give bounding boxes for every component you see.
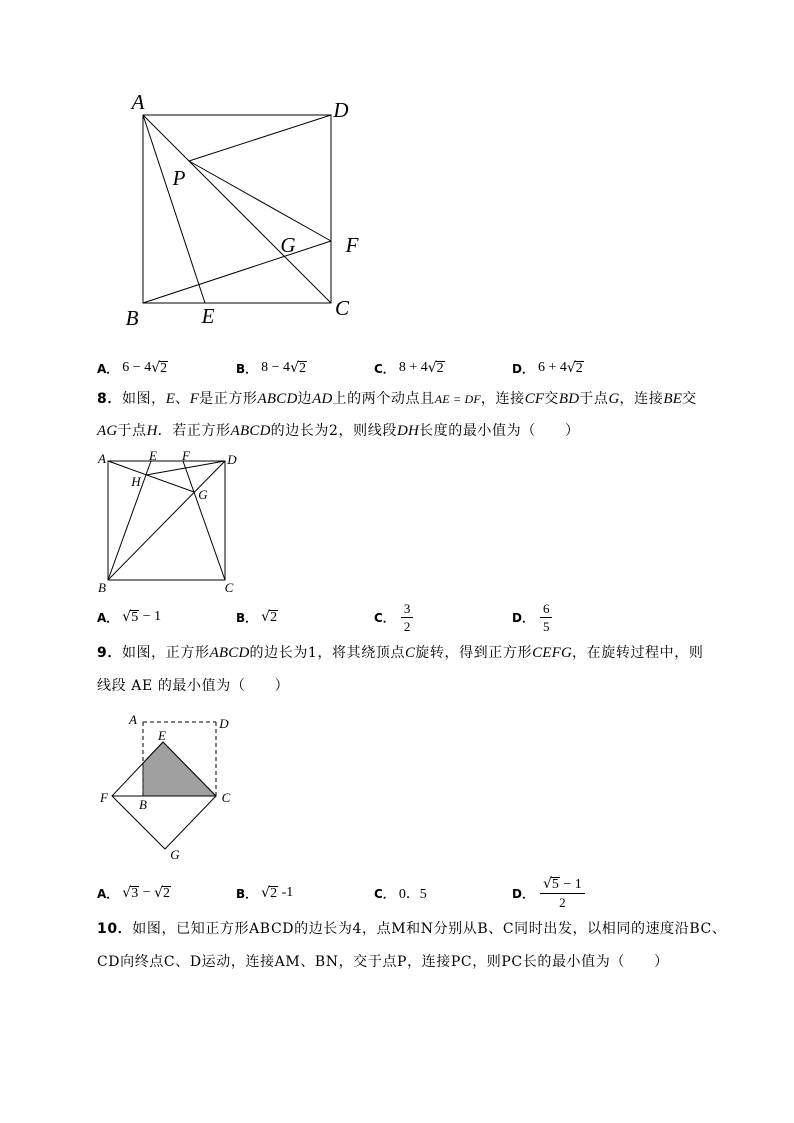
math-equation: AE = DF [434, 392, 481, 406]
option-label: B． [236, 610, 258, 625]
square-root [151, 360, 168, 376]
option-label: A． [97, 361, 119, 376]
math-variable: CEFG [532, 645, 573, 661]
question-text: ，在旋转过程中，则 [572, 645, 704, 661]
label-F: F [345, 233, 359, 257]
option-c [374, 348, 445, 388]
label-C: C [334, 296, 350, 320]
label-C: C [221, 790, 231, 805]
radical-sign-icon: √ [427, 360, 437, 376]
q10-line-2 [97, 952, 669, 972]
segment-PF [189, 161, 331, 241]
math-variable: ABCD [230, 423, 271, 439]
option-c [374, 597, 413, 637]
denominator: 2 [559, 895, 566, 910]
segment-PD [189, 115, 331, 161]
q9-line-1 [97, 643, 703, 663]
option-expression: − 1 [139, 609, 162, 624]
question-text: 交 [544, 391, 559, 407]
square-root [122, 885, 139, 901]
fraction [401, 601, 414, 634]
square-root [122, 609, 139, 625]
radicand: 2 [436, 361, 444, 376]
figure-q7 [110, 85, 370, 335]
figure-q9 [95, 710, 240, 865]
math-variable: DH [396, 423, 420, 439]
q9-options [0, 873, 794, 913]
label-A: A [98, 451, 106, 466]
label-H: H [131, 474, 141, 489]
radical-sign-icon: √ [261, 609, 271, 625]
numerator-expression: − 1 [559, 877, 582, 892]
question-text: ，连接 [480, 391, 525, 407]
option-expression: -1 [278, 885, 294, 900]
math-variable: C [405, 645, 416, 661]
segment-AG [108, 461, 194, 492]
question-text: ，连接 [619, 391, 664, 407]
label-G: G [170, 847, 180, 862]
option-expression: 6 + 4 [537, 360, 567, 375]
question-text: 线段 AE 的最小值为（ ） [97, 678, 290, 694]
math-variable: H [146, 423, 158, 439]
radicand: 2 [160, 361, 168, 376]
math-variable: BE [663, 391, 683, 407]
q9-line-2 [97, 676, 289, 696]
segment-CF [183, 461, 225, 580]
radical-sign-icon: √ [290, 360, 299, 376]
denominator: 5 [542, 618, 550, 634]
option-label: B． [236, 886, 258, 901]
question-text: 如图，正方形 [121, 645, 210, 661]
square-root [154, 885, 171, 901]
option-b [236, 597, 278, 637]
radical-sign-icon: √ [122, 885, 132, 901]
question-number: 9． [97, 645, 122, 661]
option-d [512, 597, 552, 637]
question-text: CD向终点C、D运动，连接AM、BN，交于点P，连接PC，则PC长的最小值为（ ） [97, 954, 669, 970]
option-expression: 6 − 4 [122, 360, 152, 375]
label-F: F [100, 790, 108, 805]
square-root [261, 609, 278, 625]
radicand: 5 [131, 610, 139, 625]
question-number: 8． [97, 391, 122, 407]
radical-sign-icon: √ [154, 885, 164, 901]
math-variable: ABCD [257, 391, 298, 407]
option-label: A． [97, 886, 119, 901]
option-label: D． [512, 361, 534, 376]
numerator: 6 [540, 601, 553, 618]
question-text: 的边长为2，则线段 [270, 423, 397, 439]
fraction [540, 601, 553, 634]
option-c [374, 873, 427, 913]
segment-BD [108, 461, 225, 580]
denominator: 2 [403, 618, 411, 634]
label-E: E [201, 304, 215, 328]
option-expression: − [139, 885, 155, 900]
q8-options [0, 597, 794, 637]
radical-sign-icon: √ [151, 360, 161, 376]
numerator: 3 [401, 601, 414, 618]
label-G: G [280, 233, 296, 257]
question-text: 边 [297, 391, 313, 407]
figure-q8 [95, 445, 245, 597]
numerator [540, 876, 585, 894]
radicand: 2 [270, 610, 278, 625]
math-variable: ABCD [209, 645, 250, 661]
q8-line-1 [97, 389, 697, 409]
label-D: D [219, 716, 229, 731]
question-text: 旋转，得到正方形 [415, 645, 533, 661]
label-D: D [333, 98, 349, 122]
label-A: A [131, 90, 145, 114]
square-root [290, 360, 307, 376]
q10-line-1 [97, 919, 726, 939]
q8-line-2 [97, 421, 580, 441]
option-expression: 8 − 4 [261, 360, 291, 375]
math-variable: E [165, 391, 176, 407]
math-variable: AD [312, 391, 333, 407]
label-B: B [139, 797, 147, 812]
segment-BE [108, 461, 151, 580]
option-label: B． [236, 361, 258, 376]
segment-AC [143, 115, 331, 303]
label-E: E [158, 728, 166, 743]
radicand: 2 [575, 361, 583, 376]
option-label: C． [374, 610, 395, 625]
math-variable: F [189, 391, 200, 407]
label-C: C [224, 580, 234, 595]
label-A: A [129, 712, 137, 727]
question-text: 长度的最小值为（ ） [419, 423, 580, 439]
label-E: E [149, 448, 157, 463]
math-variable: AG [97, 423, 118, 439]
radical-sign-icon: √ [261, 885, 271, 901]
question-text: 上的两个动点且 [332, 391, 435, 407]
option-b [236, 873, 293, 913]
option-label: A． [97, 610, 119, 625]
segment-AE [143, 115, 205, 303]
label-F: F [182, 448, 190, 463]
option-expression: 0．5 [398, 887, 427, 902]
question-text: 交 [682, 391, 697, 407]
radicand: 3 [131, 886, 139, 901]
square-root [567, 360, 584, 376]
radical-sign-icon: √ [122, 609, 132, 625]
label-B: B [98, 580, 106, 595]
radical-sign-icon: √ [566, 360, 576, 376]
option-a [97, 348, 168, 388]
radicand: 2 [298, 361, 306, 376]
q7-options [0, 348, 794, 388]
radicand: 2 [270, 886, 278, 901]
question-text: 于点 [117, 423, 147, 439]
question-text: 、 [175, 391, 190, 407]
square-root [428, 360, 445, 376]
option-label: C． [374, 886, 395, 901]
square-root [543, 876, 560, 892]
label-G: G [198, 487, 208, 502]
math-variable: BD [558, 391, 580, 407]
math-variable: G [608, 391, 620, 407]
option-d [512, 348, 584, 388]
option-a [97, 873, 171, 913]
question-text: 的边长为1，将其绕顶点 [249, 645, 406, 661]
option-label: D． [512, 610, 534, 625]
option-expression: 8 + 4 [398, 360, 428, 375]
radical-sign-icon: √ [542, 876, 552, 892]
option-a [97, 597, 161, 637]
shaded-region [143, 742, 216, 796]
question-text: 于点 [579, 391, 609, 407]
segment-BF [143, 241, 331, 303]
question-text: 是正方形 [199, 391, 258, 407]
math-variable: CF [524, 391, 545, 407]
label-P: P [172, 166, 186, 190]
question-number: 10． [97, 921, 133, 937]
question-text: 如图，已知正方形ABCD的边长为4，点M和N分别从B、C同时出发，以相同的速度沿BC、 [132, 921, 727, 937]
label-B: B [125, 306, 139, 330]
question-text: 如图， [121, 391, 166, 407]
square-root [261, 885, 278, 901]
option-b [236, 348, 307, 388]
question-text: ．若正方形 [157, 423, 231, 439]
option-d [512, 873, 585, 913]
label-D: D [227, 452, 237, 467]
option-label: D． [512, 886, 534, 901]
fraction [540, 876, 585, 910]
radicand: 2 [163, 886, 171, 901]
radicand: 5 [551, 877, 559, 892]
option-label: C． [374, 361, 395, 376]
